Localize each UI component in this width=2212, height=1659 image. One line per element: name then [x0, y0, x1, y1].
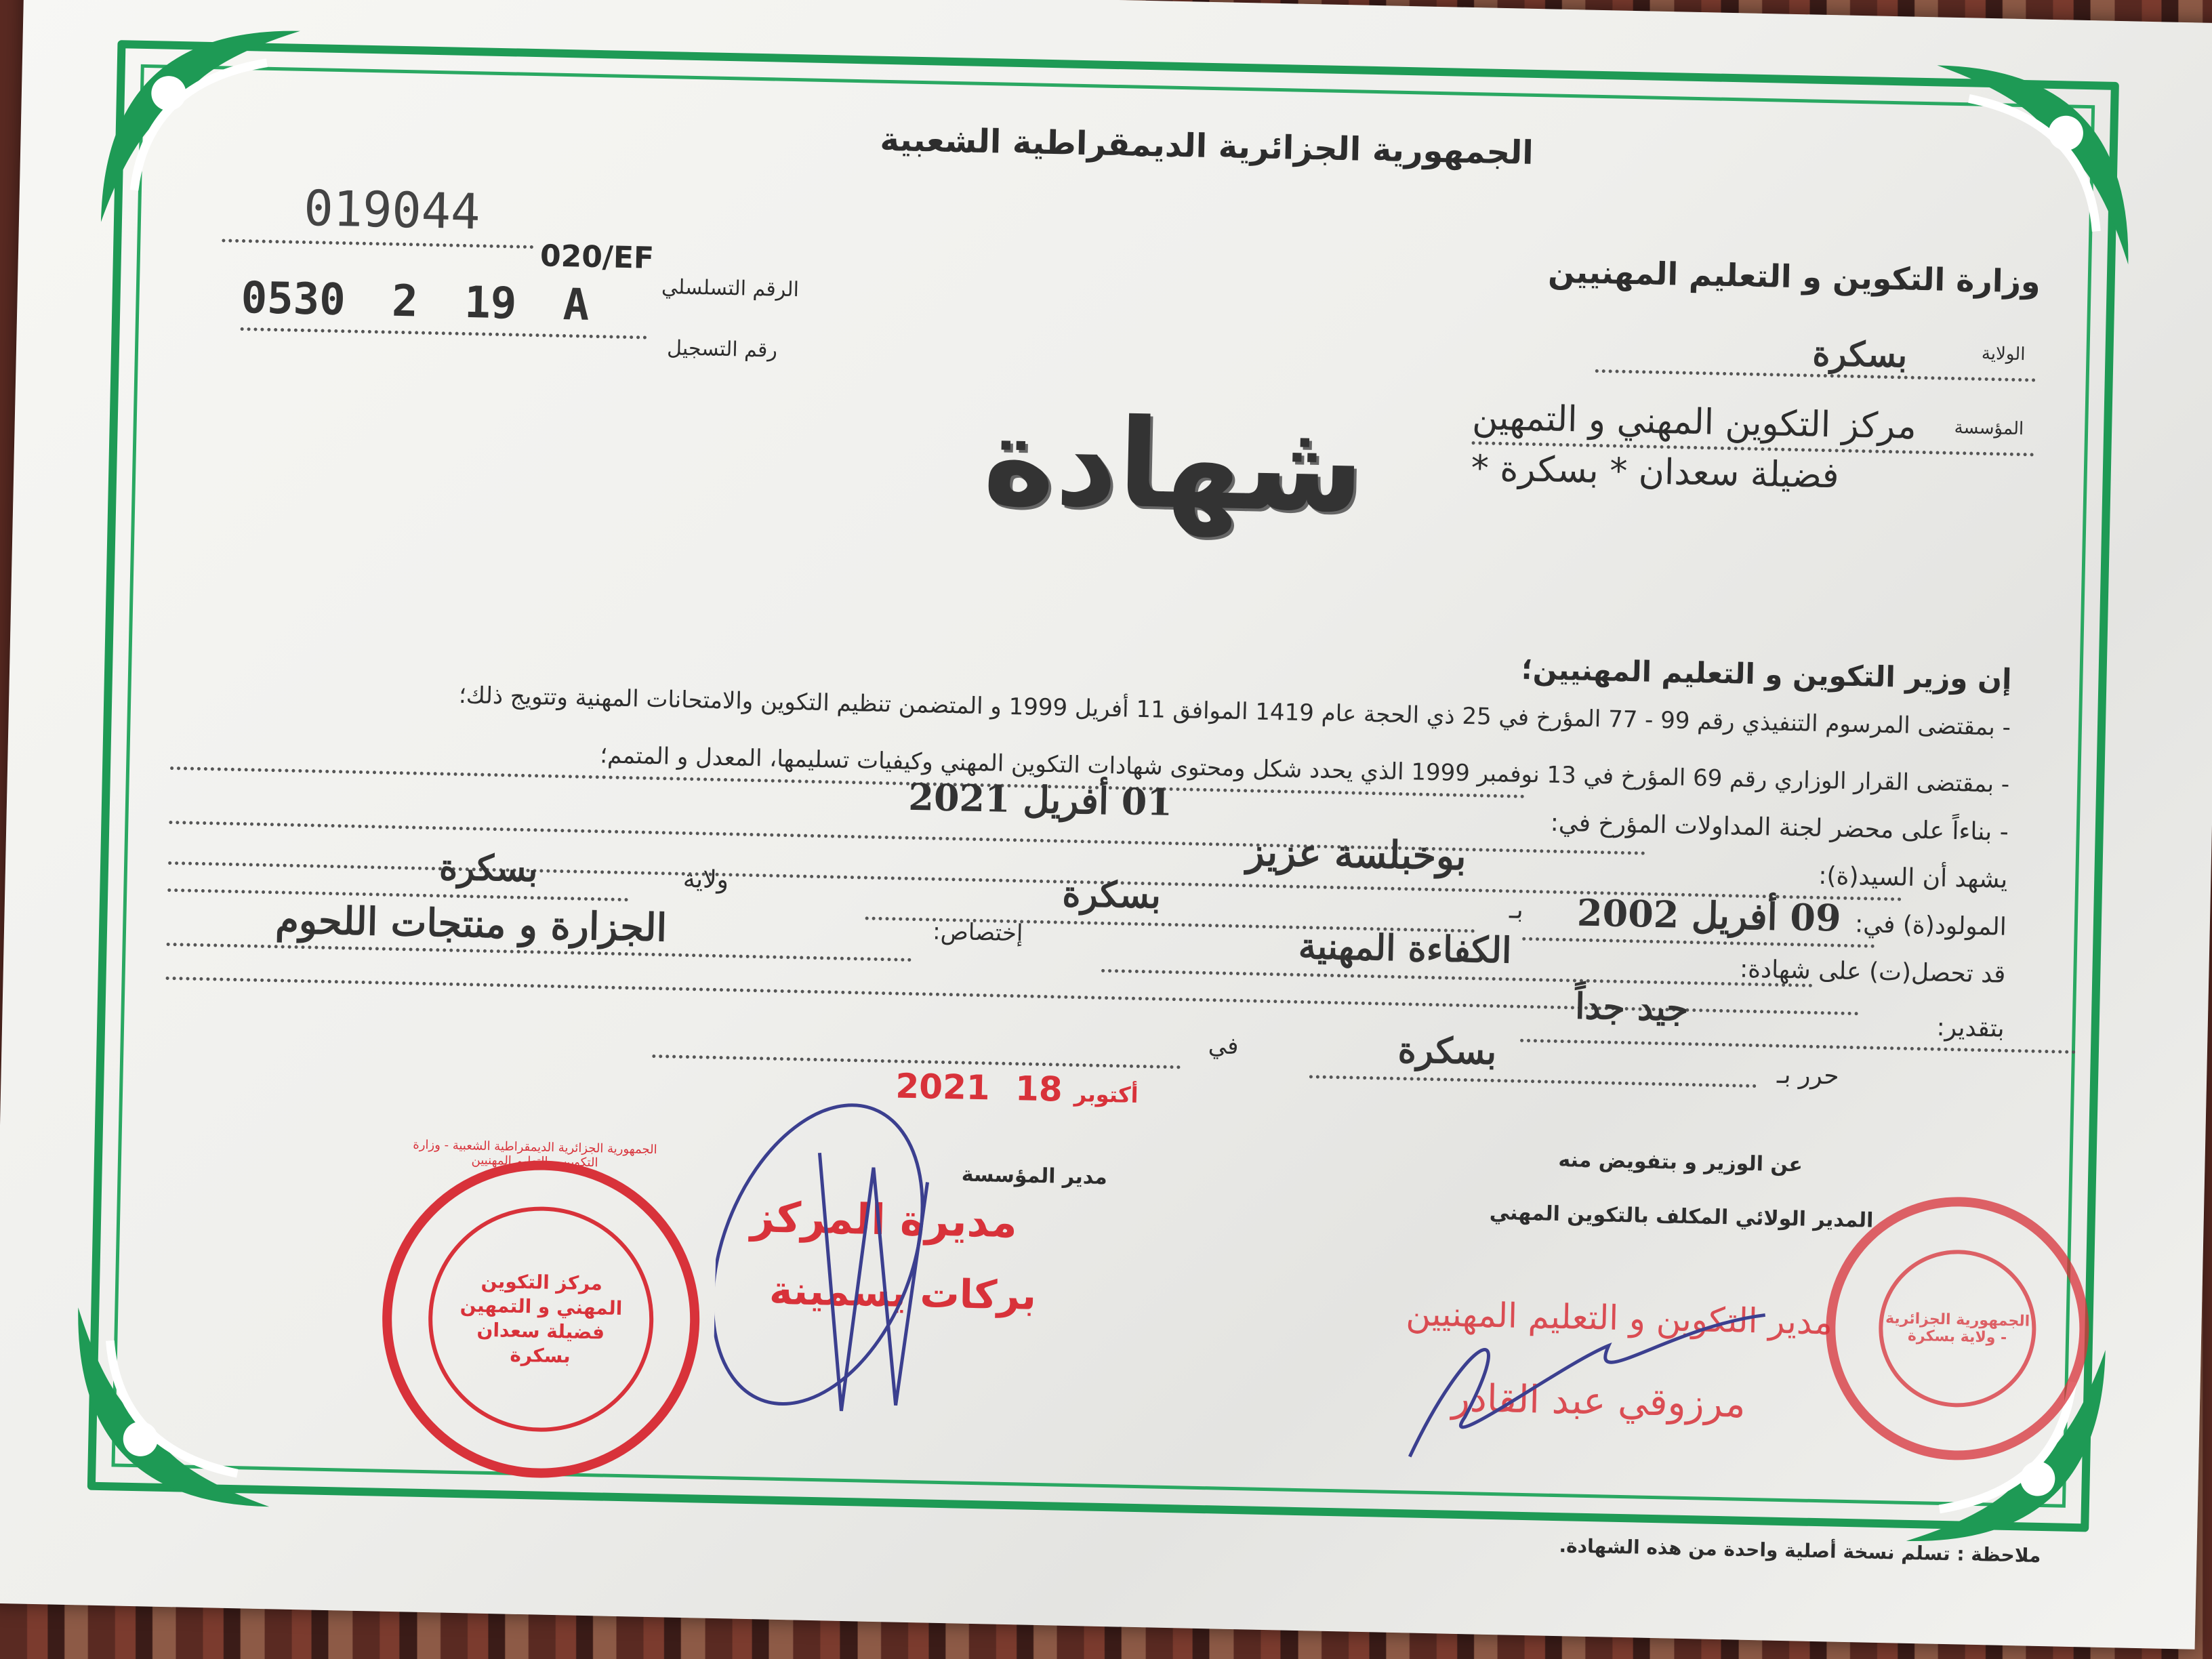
issued-in-label: في: [1208, 1032, 1239, 1061]
born-at: بسكرة: [1061, 873, 1162, 917]
registration-label: رقم التسجيل: [666, 336, 778, 363]
minister-by-label: عن الوزير و بتفويض منه: [1558, 1147, 1803, 1177]
issued-place: بسكرة: [1397, 1029, 1497, 1073]
director-title: المدير الولائي المكلف بالتكوين المهني: [1489, 1200, 1874, 1233]
institution-label: المؤسسة: [1954, 417, 2024, 440]
intro-line: إن وزير التكوين و التعليم المهنيين؛: [1521, 652, 2012, 696]
corner-ornament-icon: [1922, 54, 2144, 276]
specialty-label: إختصاص:: [932, 918, 1023, 947]
corner-ornament-icon: [90, 16, 312, 237]
serial-number: 019044: [303, 179, 481, 241]
decree-line-1: - بمقتضى المرسوم التنفيذي رقم 99 - 77 المؤرخ في 25 ذي الحجة عام 1419 الموافق 11 أفريل 1999 و المتضمن تنظيم التكوين والامتحانات المهنية وتتويج ذلك؛: [458, 681, 2011, 741]
ministry-name: وزارة التكوين و التعليم المهنيين: [1547, 253, 2041, 300]
issued-label: حرر بـ: [1776, 1061, 1840, 1090]
corner-ornament-icon: [63, 1296, 285, 1518]
wilaya-inline-value: بسكرة: [438, 846, 539, 890]
born-at-label: بـ: [1509, 896, 1524, 924]
wilaya-label: الولاية: [1981, 343, 2026, 365]
center-director-stamp: مديرة المركز: [750, 1192, 1018, 1248]
serial-label: الرقم التسلسلي: [661, 274, 800, 302]
grade-label: بتقدير:: [1936, 1013, 2005, 1043]
institution-value-2: فضيلة سعدان * بسكرة *: [1471, 448, 1840, 497]
issued-day: 18: [1015, 1069, 1063, 1109]
stamp-left-ring-text: الجمهورية الجزائرية الديمقراطية الشعبية - وزارة التكوين و التعليم المهنيين: [413, 1137, 657, 1170]
serial-code: 020/EF: [539, 239, 655, 276]
born-label: المولود(ة) في:: [1854, 910, 2007, 941]
issued-year: 2021: [895, 1066, 991, 1108]
wilaya-inline-label: ولاية: [682, 865, 729, 895]
certify-label: يشهد أن السيد(ة):: [1818, 861, 2008, 894]
registration-number: 0530 2 19 A: [240, 273, 590, 331]
institution-value: مركز التكوين المهني و التمهين: [1471, 397, 1917, 447]
certificate-title: شهادة: [981, 390, 1366, 540]
director-signature-icon: [1382, 1280, 1826, 1493]
director-name: مرزوقي عبد القادر: [1451, 1376, 1746, 1427]
deliberation-label: - بناءاً على محضر لجنة المداولات المؤرخ في:: [1550, 808, 2009, 846]
obtained-value: الكفاءة المهنية: [1298, 925, 1513, 972]
director-stamp-text: مدير التكوين و التعليم المهنيين: [1406, 1294, 1833, 1343]
issued-month: أكتوبر: [1073, 1081, 1139, 1108]
decree-line-2: - بمقتضى القرار الوزاري رقم 69 المؤرخ في 13 نوفمبر 1999 الذي يحدد شكل ومحتوى شهادات التكوين المهني وكيفيات تسليمها، المعدل و المتمم؛: [599, 741, 2010, 798]
footer-note: ملاحظة : تسلم نسخة أصلية واحدة من هذه الشهادة.: [1559, 1534, 2041, 1568]
obtained-label: قد تحصل(ت) على شهادة:: [1739, 955, 2006, 989]
stamp-right-text: الجمهورية الجزائرية - ولاية بسكرة: [1885, 1310, 2030, 1347]
center-signature-icon: [712, 1083, 1031, 1442]
center-director-name: بركات يسمينة: [769, 1267, 1037, 1319]
born-date: 09 أفريل 2002: [1576, 890, 1842, 940]
certify-name: بوخبلسة عزيز: [1246, 830, 1467, 880]
grade-value: جيد جداً: [1574, 985, 1689, 1029]
center-director-label: مدير المؤسسة: [961, 1162, 1108, 1190]
stamp-left-center-text: مركز التكوين المهني و التمهين فضيلة سعدان بسكرة: [459, 1269, 623, 1368]
wilaya-value: بسكرة: [1811, 333, 1908, 375]
specialty-value: الجزارة و منتجات اللحوم: [274, 897, 668, 951]
republic-title: الجمهورية الجزائرية الديمقراطية الشعبية: [880, 120, 1534, 172]
deliberation-date: 01 أفريل 2021: [907, 775, 1173, 824]
